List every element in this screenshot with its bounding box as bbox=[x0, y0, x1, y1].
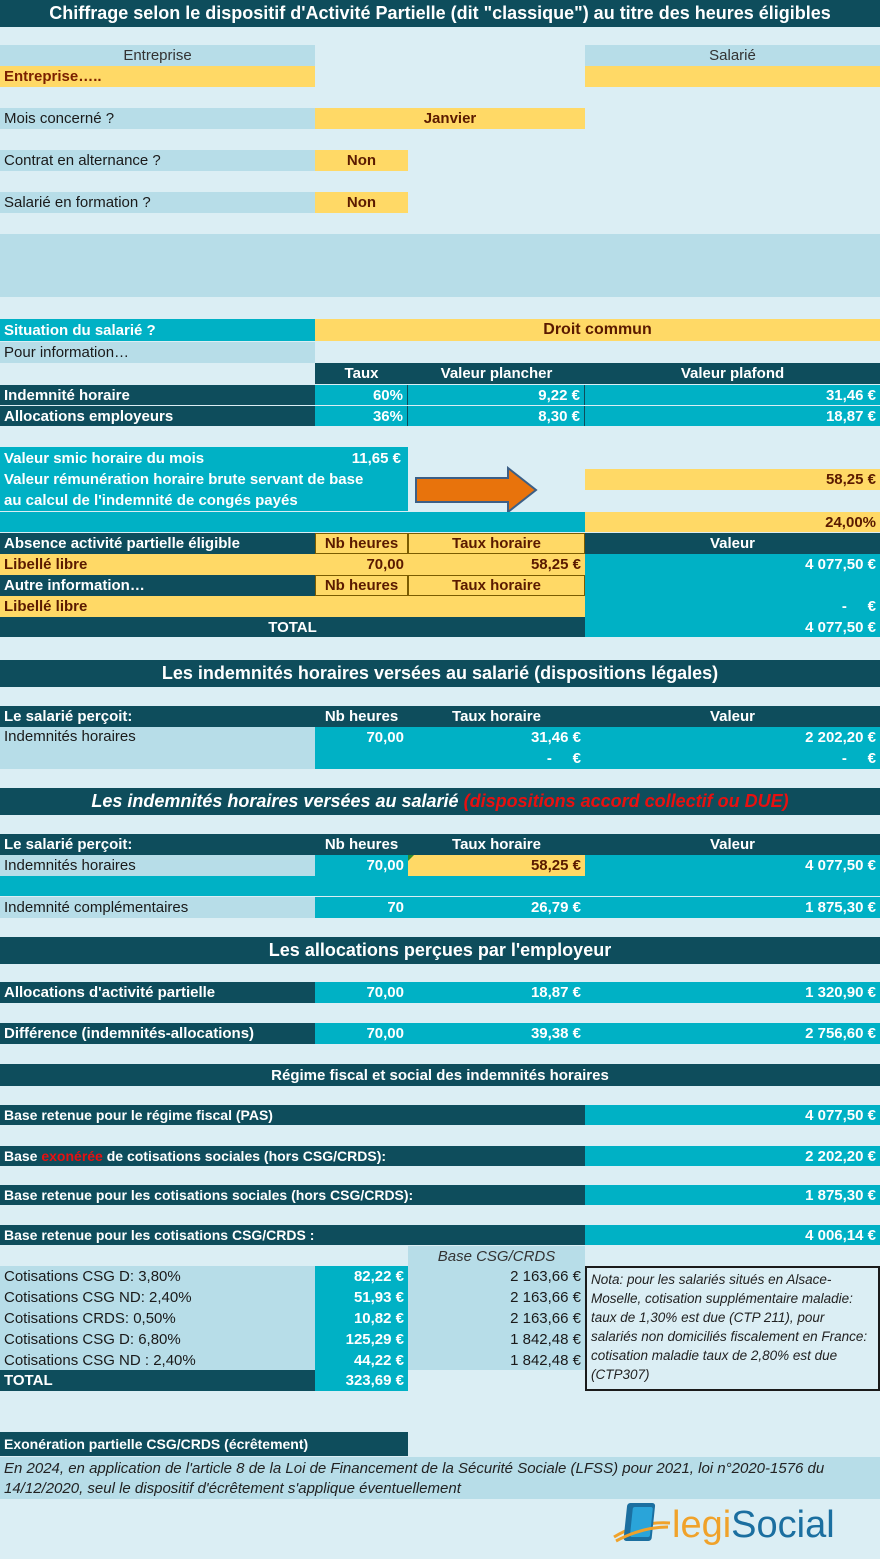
legal-taux-2: - € bbox=[546, 750, 581, 767]
csg-row-2-base: 2 163,66 € bbox=[510, 1289, 581, 1306]
csg-row-5-label: Cotisations CSG ND : 2,40% bbox=[4, 1351, 196, 1369]
exoneration-text: En 2024, en application de l'article 8 de la Loi de Financement de la Sécurité Sociale (LFSS) pour 2021, loi n°2020-1576 du 14/12/2020, seul le dispositif d'écrêtement s'applique éventuellement bbox=[0, 1457, 880, 1499]
libelle-libre-2[interactable]: Libellé libre bbox=[0, 596, 315, 617]
csg-row-4-base: 1 842,48 € bbox=[510, 1331, 581, 1348]
logo-text-legi: legi bbox=[672, 1504, 732, 1546]
autre-col-taux: Taux horaire bbox=[408, 575, 585, 596]
remuneration-label-line1: Valeur rémunération horaire brute servant de base bbox=[4, 471, 364, 488]
absence-nb-heures[interactable]: 70,00 bbox=[315, 554, 408, 575]
page-title: Chiffrage selon le dispositif d'Activité Partielle (dit "classique") au titre des heures éligibles bbox=[0, 0, 880, 27]
accord-row-label: Indemnités horaires bbox=[0, 855, 315, 876]
nota-box: Nota: pour les salariés situés en Alsace-Moselle, cotisation supplémentaire maladie: taux de 1,30% est due (CTP 211), pour salariés non domiciliés fiscalement en France: cotisation maladie taux de 2,80% est due (CTP307) bbox=[585, 1266, 880, 1391]
libelle-libre-2-inputs[interactable] bbox=[315, 596, 585, 617]
entreprise-name-field[interactable]: Entreprise….. bbox=[0, 66, 315, 87]
allocations-employeurs-plancher: 8,30 € bbox=[408, 406, 585, 426]
exoneration-title: Exonération partielle CSG/CRDS (écrêtement) bbox=[0, 1432, 408, 1456]
accord-col-label: Le salarié perçoit: bbox=[0, 834, 315, 855]
difference-nb: 70,00 bbox=[315, 1023, 408, 1044]
csg-row-5-value: 44,22 € bbox=[315, 1350, 408, 1370]
complementaire-valeur: 1 875,30 € bbox=[585, 897, 880, 918]
pas-label: Base retenue pour le régime fiscal (PAS) bbox=[0, 1105, 585, 1125]
accord-spacer bbox=[0, 876, 880, 896]
alternance-select[interactable]: Non bbox=[315, 150, 408, 171]
exo-label bbox=[0, 1146, 585, 1166]
csg-row-3-value: 10,82 € bbox=[315, 1308, 408, 1329]
col-header-plancher: Valeur plancher bbox=[408, 363, 585, 384]
indemnite-horaire-plancher: 9,22 € bbox=[408, 385, 585, 405]
exo-label-part1: Base bbox=[4, 1148, 42, 1164]
legal-nb: 70,00 bbox=[366, 729, 404, 746]
blank-band bbox=[0, 234, 880, 297]
accord-taux-input[interactable]: 58,25 € bbox=[408, 855, 585, 876]
logo-text-social: Social bbox=[731, 1504, 835, 1546]
accord-section-title bbox=[0, 788, 880, 815]
csg-row-1-label: Cotisations CSG D: 3,80% bbox=[4, 1268, 181, 1285]
legal-valeur-2: - € bbox=[841, 750, 876, 767]
legal-taux: 31,46 € bbox=[530, 729, 581, 746]
legal-col-taux: Taux horaire bbox=[408, 706, 585, 727]
regime-section-title: Régime fiscal et social des indemnités horaires bbox=[0, 1064, 880, 1086]
libelle-libre-2-valeur: - € bbox=[585, 596, 880, 617]
formation-select[interactable]: Non bbox=[315, 192, 408, 213]
pas-value: 4 077,50 € bbox=[585, 1105, 880, 1125]
csg-row-3-base: 2 163,66 € bbox=[510, 1310, 581, 1327]
accord-title-red: (dispositions accord collectif ou DUE) bbox=[463, 791, 789, 811]
absence-col-valeur: Valeur bbox=[585, 533, 880, 554]
legal-section-title: Les indemnités horaires versées au salarié (dispositions légales) bbox=[0, 660, 880, 687]
allocations-employeurs-taux: 36% bbox=[315, 406, 408, 426]
autre-col-nb: Nb heures bbox=[315, 575, 408, 596]
csg-row-4-label: Cotisations CSG D: 6,80% bbox=[4, 1331, 181, 1348]
legal-col-valeur: Valeur bbox=[585, 706, 880, 727]
csg-base-label: Base retenue pour les cotisations CSG/CRDS : bbox=[0, 1225, 585, 1245]
legal-col-label: Le salarié perçoit: bbox=[0, 706, 315, 727]
libelle-libre-1[interactable]: Libellé libre bbox=[0, 554, 315, 575]
indemnite-horaire-label: Indemnité horaire bbox=[0, 385, 315, 405]
entreprise-column-header: Entreprise bbox=[0, 45, 315, 66]
csg-total-label: TOTAL bbox=[0, 1370, 315, 1391]
autre-information-label: Autre information… bbox=[0, 575, 315, 596]
pct-band bbox=[0, 512, 585, 532]
situation-select[interactable]: Droit commun bbox=[315, 319, 880, 341]
csg-row-2-value: 51,93 € bbox=[315, 1287, 408, 1308]
allocations-row1-taux: 18,87 € bbox=[408, 982, 585, 1003]
smic-label: Valeur smic horaire du mois bbox=[4, 450, 205, 467]
complementaire-label: Indemnité complémentaires bbox=[0, 897, 315, 918]
cotisations-label: Base retenue pour les cotisations sociales (hors CSG/CRDS): bbox=[0, 1185, 585, 1205]
formation-label: Salarié en formation ? bbox=[0, 192, 315, 213]
allocations-row1-label: Allocations d'activité partielle bbox=[0, 982, 315, 1003]
remuneration-value: 58,25 € bbox=[585, 469, 880, 490]
situation-label: Situation du salarié ? bbox=[0, 319, 315, 341]
smic-value: 11,65 € bbox=[351, 450, 401, 467]
complementaire-taux: 26,79 € bbox=[408, 897, 585, 918]
autre-valeur-blank bbox=[585, 575, 880, 596]
accord-col-valeur: Valeur bbox=[585, 834, 880, 855]
allocations-row1-valeur: 1 320,90 € bbox=[585, 982, 880, 1003]
legisocial-logo-icon bbox=[612, 1497, 672, 1553]
csg-row-3-label: Cotisations CRDS: 0,50% bbox=[4, 1310, 176, 1327]
allocations-section-title: Les allocations perçues par l'employeur bbox=[0, 937, 880, 964]
pct-value: 24,00% bbox=[585, 512, 880, 532]
absence-label: Absence activité partielle éligible bbox=[0, 533, 315, 554]
absence-col-taux: Taux horaire bbox=[408, 533, 585, 554]
absence-valeur: 4 077,50 € bbox=[585, 554, 880, 575]
salarie-column-header: Salarié bbox=[585, 45, 880, 66]
exo-label-part3: de cotisations sociales (hors CSG/CRDS): bbox=[102, 1148, 387, 1164]
legisocial-logo bbox=[612, 1497, 874, 1553]
indemnite-horaire-plafond: 31,46 € bbox=[585, 385, 880, 405]
allocations-employeurs-plafond: 18,87 € bbox=[585, 406, 880, 426]
legal-col-nb: Nb heures bbox=[315, 706, 408, 727]
csg-total-value: 323,69 € bbox=[315, 1370, 408, 1391]
csg-row-2-label: Cotisations CSG ND: 2,40% bbox=[4, 1289, 192, 1306]
csg-row-1-base: 2 163,66 € bbox=[510, 1268, 581, 1285]
mois-select[interactable]: Janvier bbox=[315, 108, 585, 129]
difference-label: Différence (indemnités-allocations) bbox=[0, 1023, 315, 1044]
base-csg-header: Base CSG/CRDS bbox=[408, 1246, 585, 1266]
absence-total-value: 4 077,50 € bbox=[585, 617, 880, 637]
info-label: Pour information… bbox=[0, 342, 315, 363]
csg-row-1-value: 82,22 € bbox=[315, 1266, 408, 1287]
csg-row-5-base: 1 842,48 € bbox=[510, 1351, 581, 1369]
difference-valeur: 2 756,60 € bbox=[585, 1023, 880, 1044]
allocations-employeurs-label: Allocations employeurs bbox=[0, 406, 315, 426]
absence-taux-horaire: 58,25 € bbox=[408, 554, 585, 575]
accord-col-nb: Nb heures bbox=[315, 834, 408, 855]
difference-taux: 39,38 € bbox=[408, 1023, 585, 1044]
accord-valeur: 4 077,50 € bbox=[585, 855, 880, 876]
legal-valeur: 2 202,20 € bbox=[805, 729, 876, 746]
col-header-taux: Taux bbox=[315, 363, 408, 384]
cell-comment-marker-icon bbox=[408, 855, 414, 861]
mois-label: Mois concerné ? bbox=[0, 108, 315, 129]
remuneration-label-line2: au calcul de l'indemnité de congés payés bbox=[4, 492, 298, 509]
allocations-row1-nb: 70,00 bbox=[315, 982, 408, 1003]
absence-total-label: TOTAL bbox=[268, 618, 317, 636]
accord-title-main: Les indemnités horaires versées au salarié bbox=[91, 791, 459, 811]
exo-label-red: exonérée bbox=[41, 1148, 103, 1164]
salarie-name-field[interactable] bbox=[585, 66, 880, 87]
csg-base-value: 4 006,14 € bbox=[585, 1225, 880, 1245]
complementaire-nb: 70 bbox=[315, 897, 408, 918]
alternance-label: Contrat en alternance ? bbox=[0, 150, 315, 171]
csg-row-4-value: 125,29 € bbox=[315, 1329, 408, 1350]
legal-row-label: Indemnités horaires bbox=[0, 727, 315, 769]
exo-value: 2 202,20 € bbox=[585, 1146, 880, 1166]
col-header-plafond: Valeur plafond bbox=[585, 363, 880, 384]
accord-nb: 70,00 bbox=[315, 855, 408, 876]
cotisations-value: 1 875,30 € bbox=[585, 1185, 880, 1205]
accord-col-taux: Taux horaire bbox=[408, 834, 585, 855]
arrow-right-icon bbox=[414, 466, 538, 514]
absence-col-nb: Nb heures bbox=[315, 533, 408, 554]
indemnite-horaire-taux: 60% bbox=[315, 385, 408, 405]
